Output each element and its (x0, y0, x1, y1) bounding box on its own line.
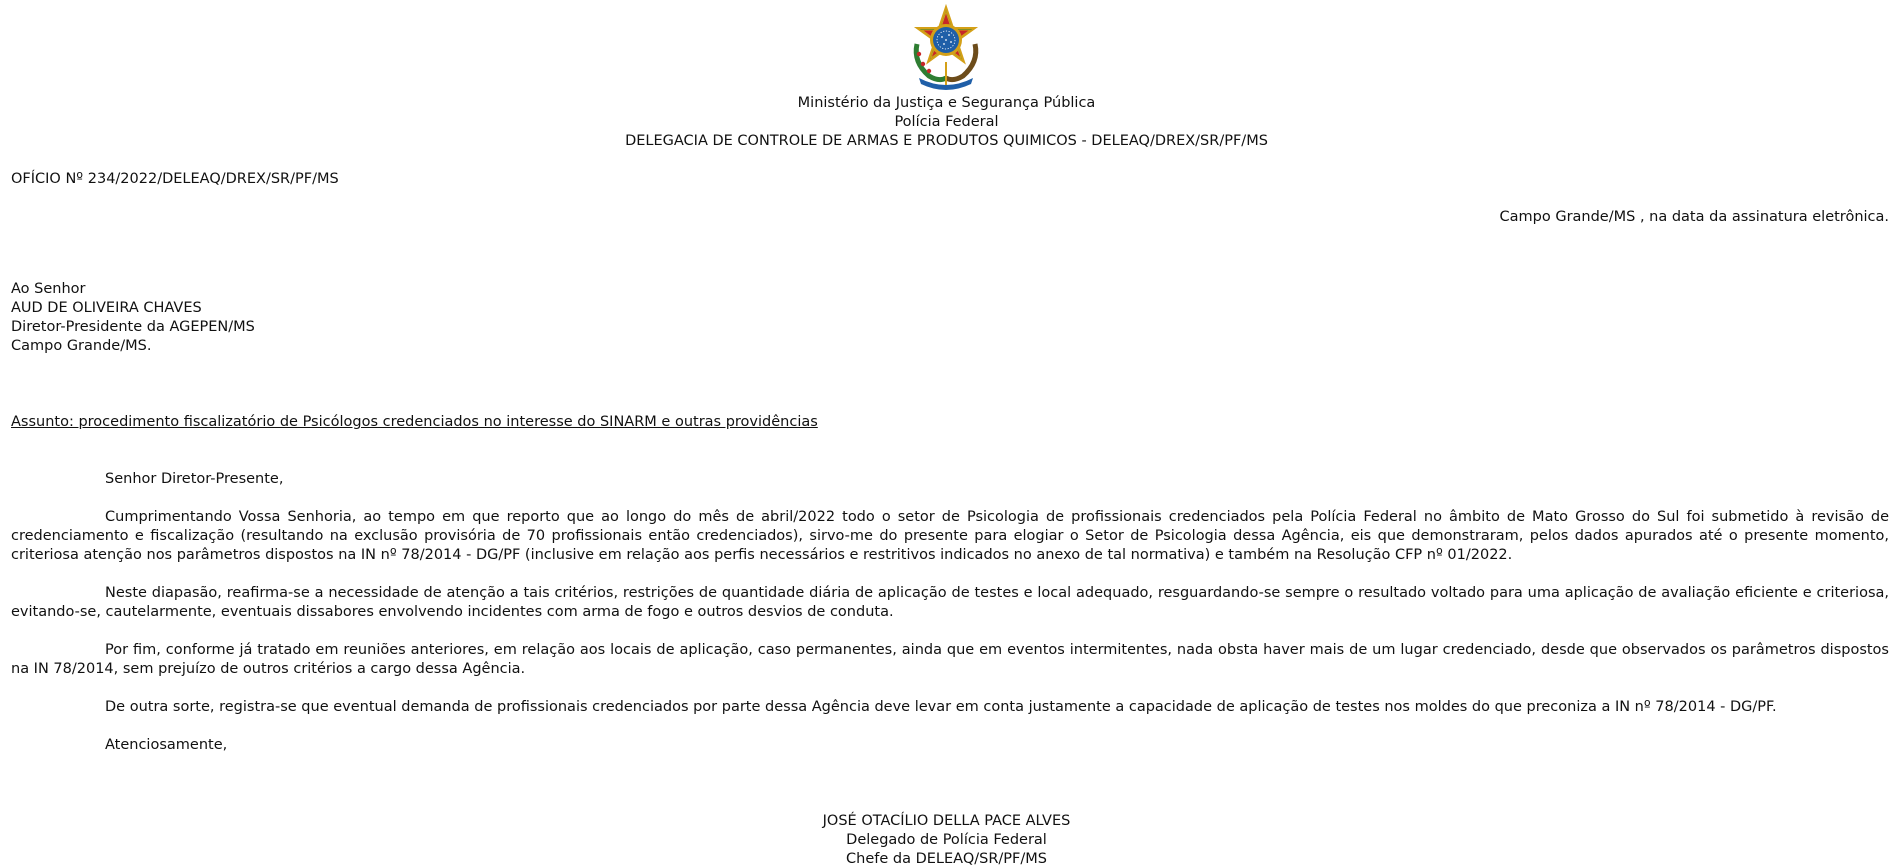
ministry-name: Ministério da Justiça e Segurança Pública (797, 95, 1096, 111)
signature-block (0, 812, 1893, 867)
recipient-salutation: Ao Senhor (11, 281, 86, 297)
agency-name: Polícia Federal (894, 114, 999, 130)
closing: Atenciosamente, (105, 737, 228, 753)
recipient-block (11, 280, 255, 356)
signer-role: Delegado de Polícia Federal (846, 832, 1047, 848)
brazil-coat-of-arms-icon (905, 4, 987, 90)
body-salutation: Senhor Diretor-Presente, (105, 471, 284, 487)
body-paragraph: Por fim, conforme já tratado em reuniões anteriores, em relação aos locais de aplicação, caso permanentes, ainda que em eventos intermitentes, nada obsta haver mais de um lugar credenciado, desde que observados os parâmetros dispostos na IN 78/2014, sem prejuízo de outros critérios a cargo dessa Agência. (11, 642, 1889, 677)
signer-name: JOSÉ OTACÍLIO DELLA PACE ALVES (822, 813, 1071, 829)
body-salutation-block (11, 470, 1889, 508)
date-line: Campo Grande/MS , na data da assinatura eletrônica. (1499, 209, 1889, 225)
recipient-name: AUD DE OLIVEIRA CHAVES (11, 300, 202, 316)
recipient-city: Campo Grande/MS. (11, 338, 152, 354)
document-number: OFÍCIO Nº 234/2022/DELEAQ/DREX/SR/PF/MS (11, 171, 339, 187)
signer-unit: Chefe da DELEAQ/SR/PF/MS (846, 851, 1047, 867)
body-paragraphs (11, 508, 1889, 736)
body-paragraph: De outra sorte, registra-se que eventual demanda de profissionais credenciados por parte dessa Agência deve levar em conta justamente a capacidade de aplicação de testes nos moldes do que preconiza a IN nº 78/2014 - DG/PF. (105, 699, 1777, 715)
department-name: DELEGACIA DE CONTROLE DE ARMAS E PRODUTOS QUIMICOS - DELEAQ/DREX/SR/PF/MS (625, 133, 1268, 149)
letterhead (0, 94, 1893, 151)
subject-line: Assunto: procedimento fiscalizatório de Psicólogos credenciados no interesse do SINARM e outras providências (11, 414, 818, 430)
body-paragraph: Neste diapasão, reafirma-se a necessidade de atenção a tais critérios, restrições de quantidade diária de aplicação de testes e local adequado, resguardando-se sempre o resultado voltado para uma aplicação de avaliação eficiente e criteriosa, evitando-se, cautelarmente, eventuais dissabores envolvendo incidentes com arma de fogo e outros desvios de conduta. (11, 585, 1889, 620)
body-paragraph: Cumprimentando Vossa Senhoria, ao tempo em que reporto que ao longo do mês de abril/2022 todo o setor de Psicologia de profissionais credenciados pela Polícia Federal no âmbito de Mato Grosso do Sul foi submetido à revisão de credenciamento e fiscalização (resultando na exclusão provisória de 70 profissionais então credenciados), sirvo-me do presente para elogiar o Setor de Psicologia dessa Agência, eis que demonstraram, pelos dados apurados até o presente momento, criteriosa atenção nos parâmetros dispostos na IN nº 78/2014 - DG/PF (inclusive em relação aos perfis necessários e restritivos indicados no anexo de tal normativa) e também na Resolução CFP nº 01/2022. (11, 509, 1889, 563)
recipient-title: Diretor-Presidente da AGEPEN/MS (11, 319, 255, 335)
